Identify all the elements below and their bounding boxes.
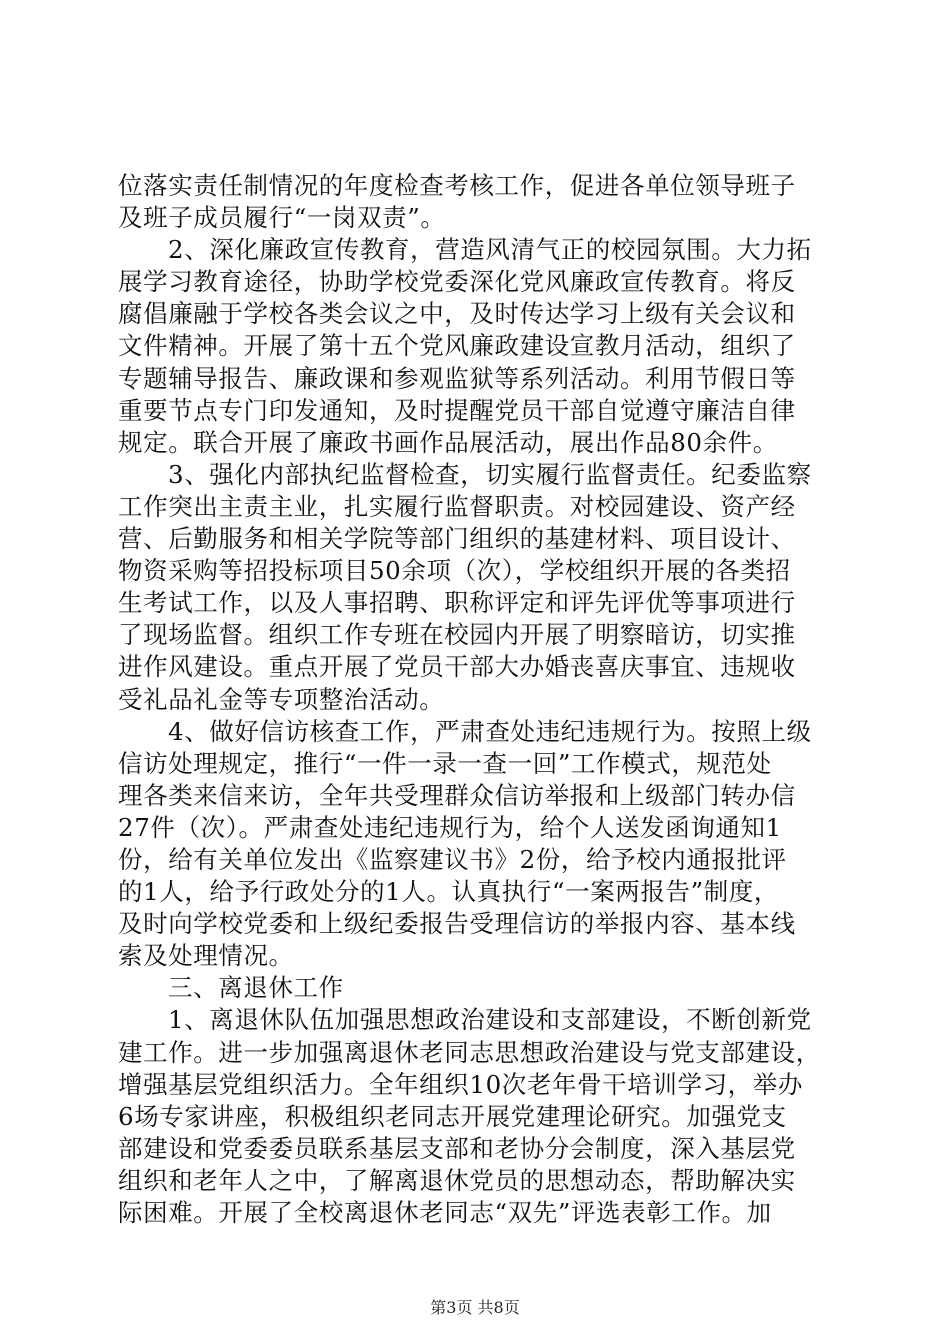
paragraph-line: 1、离退休队伍加强思想政治建设和支部建设，不断创新党 <box>168 1005 812 1035</box>
paragraph-line: 展学习教育途径，协助学校党委深化党风廉政宣传教育。将反 <box>118 267 796 297</box>
paragraph-line: 物资采购等招投标项目50余项（次），学校组织开展的各类招 <box>118 556 791 586</box>
paragraph-line: 专题辅导报告、廉政课和参观监狱等系列活动。利用节假日等 <box>118 363 796 393</box>
paragraph-line: 规定。联合开展了廉政书画作品展活动，展出作品80余件。 <box>118 427 778 457</box>
paragraph-line: 生考试工作，以及人事招聘、职称评定和评先评优等事项进行 <box>118 588 796 618</box>
paragraph-line: 部建设和党委委员联系基层支部和老协分会制度，深入基层党 <box>118 1133 796 1163</box>
section-heading: 三、离退休工作 <box>168 973 344 1003</box>
paragraph-line: 的1人，给予行政处分的1人。认真执行“一案两报告”制度， <box>118 877 780 907</box>
paragraph-line: 营、后勤服务和相关学院等部门组织的基建材料、项目设计、 <box>118 524 796 554</box>
page-number-footer: 第3页 共8页 <box>430 1298 520 1317</box>
paragraph-line: 位落实责任制情况的年度检查考核工作，促进各单位领导班子 <box>118 171 796 200</box>
paragraph-line: 及班子成员履行“一岗双责”。 <box>118 203 446 233</box>
paragraph-line: 27件（次）。严肃查处违纪违规行为，给个人送发函询通知1 <box>118 812 782 842</box>
paragraph-line: 4、做好信访核查工作，严肃查处违纪违规行为。按照上级 <box>168 716 812 746</box>
paragraph-line: 受礼品礼金等专项整治活动。 <box>118 684 445 714</box>
paragraph-line: 增强基层党组织活力。全年组织10次老年骨干培训学习，举办 <box>118 1069 803 1099</box>
paragraph-line: 份，给有关单位发出《监察建议书》2份，给予校内通报批评 <box>118 844 787 874</box>
paragraph-line: 索及处理情况。 <box>118 941 294 971</box>
paragraph-line: 进作风建设。重点开展了党员干部大办婚丧喜庆事宜、违规收 <box>118 652 796 682</box>
paragraph-line: 工作突出主责主业，扎实履行监督职责。对校园建设、资产经 <box>118 491 796 521</box>
paragraph-line: 建工作。进一步加强离退休老同志思想政治建设与党支部建设， <box>118 1037 821 1067</box>
paragraph-line: 际困难。开展了全校离退休老同志“双先”评选表彰工作。加 <box>118 1198 772 1227</box>
paragraph-line: 文件精神。开展了第十五个党风廉政建设宣教月活动，组织了 <box>118 331 796 361</box>
paragraph-line: 组织和老年人之中，了解离退休党员的思想动态，帮助解决实 <box>118 1165 796 1195</box>
paragraph-line: 了现场监督。组织工作专班在校园内开展了明察暗访，切实推 <box>118 620 796 650</box>
paragraph-line: 重要节点专门印发通知，及时提醒党员干部自觉遵守廉洁自律 <box>118 395 796 425</box>
paragraph-line: 3、强化内部执纪监督检查，切实履行监督责任。纪委监察 <box>168 459 812 489</box>
paragraph-line: 理各类来信来访，全年共受理群众信访举报和上级部门转办信 <box>118 780 796 810</box>
body-text <box>118 170 838 1229</box>
paragraph-line: 信访处理规定，推行“一件一录一查一回”工作模式，规范处 <box>118 748 772 778</box>
paragraph-line: 2、深化廉政宣传教育，营造风清气正的校园氛围。大力拓 <box>168 235 812 265</box>
paragraph-line: 6场专家讲座，积极组织老同志开展党建理论研究。加强党支 <box>118 1101 787 1131</box>
paragraph-line: 及时向学校党委和上级纪委报告受理信访的举报内容、基本线 <box>118 909 796 939</box>
paragraph-line: 腐倡廉融于学校各类会议之中，及时传达学习上级有关会议和 <box>118 299 796 329</box>
